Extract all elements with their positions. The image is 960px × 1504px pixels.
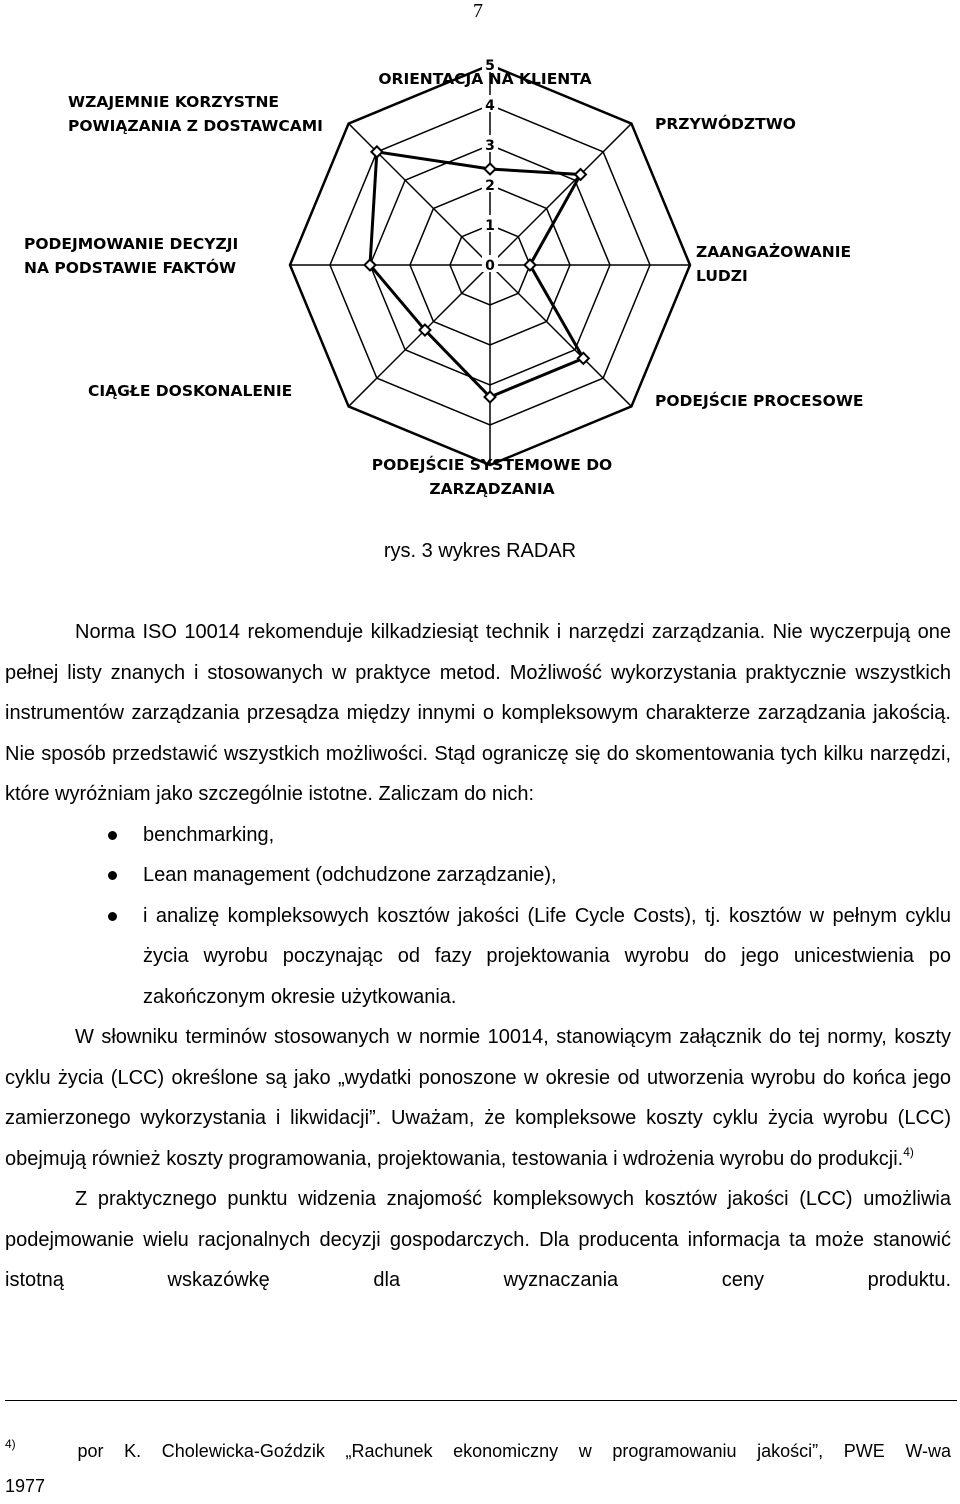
axis-label: WZAJEMNIE KORZYSTNE <box>68 93 280 111</box>
scale-tick-label: 0 <box>485 258 495 274</box>
axis-label: NA PODSTAWIE FAKTÓW <box>24 259 237 277</box>
axis-label: POWIĄZANIA Z DOSTAWCAMI <box>68 117 323 135</box>
paragraph-2-text: W słowniku terminów stosowanych w normie 10014, stanowiącym załącznik do tej normy, koszty cyklu życia (LCC) określone są jako „wydatki ponoszone w okresie od utworzenia wyrobu do końca jego zamierzonego wykorzystania i likwidacji”. Uważam, że kompleksowe koszty cyklu życia wyrobu (LCC) obejmują również koszty programowania, projektowania, testowania i wdrożenia wyrobu do produkcji. <box>5 1026 951 1170</box>
paragraph-1: Norma ISO 10014 rekomenduje kilkadziesiąt technik i narzędzi zarządzania. Nie wyczerpują one pełnej listy znanych i stosowanych w praktyce metod. Możliwość wykorzystania praktycznie wszystkich instrumentów zarządzania przesądza między innymi o kompleksowym charakterze zarządzania jakością. Nie sposób przedstawić wszystkich możliwości. Stąd ograniczę się do skomentowania tych kilku narzędzi, które wyróżniam jako szczególnie istotne. Zaliczam do nich: <box>5 621 951 805</box>
body-text <box>5 612 951 1301</box>
axis-label: PODEJŚCIE SYSTEMOWE DO <box>371 456 613 474</box>
axis-label: CIĄGŁE DOSKONALENIE <box>88 382 293 400</box>
footnote-marker: 4) <box>5 1437 16 1451</box>
page-number: 7 <box>473 0 483 22</box>
footnote-line-2: 1977 <box>5 1476 46 1496</box>
scale-tick-label: 2 <box>485 178 495 194</box>
radar-chart <box>0 55 960 515</box>
axis-label: LUDZI <box>696 267 748 285</box>
list-item: benchmarking, <box>5 815 951 856</box>
scale-tick-label: 4 <box>485 98 495 114</box>
footnote-line-1 <box>5 1434 951 1469</box>
footnote <box>5 1434 951 1504</box>
paragraph-3: Z praktycznego punktu widzenia znajomość kompleksowych kosztów jakości (LCC) umożliwia podejmowanie wielu racjonalnych decyzji gospodarczych. Dla producenta informacja ta może stanowić istotną wskazówkę dla wyznaczania ceny produktu. <box>5 1188 951 1291</box>
list-item: Lean management (odchudzone zarządzanie), <box>5 855 951 896</box>
footnote-text: por K. Cholewicka-Goździk „Rachunek ekonomiczny w programowaniu jakości”, PWE W-wa <box>77 1441 951 1461</box>
radar-data-point <box>485 164 496 175</box>
axis-label: ZARZĄDZANIA <box>429 480 555 498</box>
footnote-separator <box>5 1400 957 1401</box>
axis-label: PODEJŚCIE PROCESOWE <box>655 392 864 410</box>
scale-tick-label: 3 <box>485 138 495 154</box>
figure-caption: rys. 3 wykres RADAR <box>383 540 577 562</box>
axis-label: ORIENTACJA NA KLIENTA <box>378 70 592 88</box>
axis-label: PODEJMOWANIE DECYZJI <box>24 235 239 253</box>
paragraph-2 <box>5 1017 951 1179</box>
axis-label: PRZYWÓDZTWO <box>655 115 796 133</box>
scale-tick-label: 5 <box>485 58 495 74</box>
axis-label: ZAANGAŻOWANIE <box>696 243 852 261</box>
scale-tick-label: 1 <box>485 218 495 234</box>
list-item: i analizę kompleksowych kosztów jakości (Life Cycle Costs), tj. kosztów w pełnym cyklu życia wyrobu poczynając od fazy projektowania wyrobu do jego unicestwienia po zakończonym okresie użytkowania. <box>5 896 951 1018</box>
footnote-reference: 4) <box>903 1144 914 1159</box>
bullet-list <box>5 815 951 1018</box>
